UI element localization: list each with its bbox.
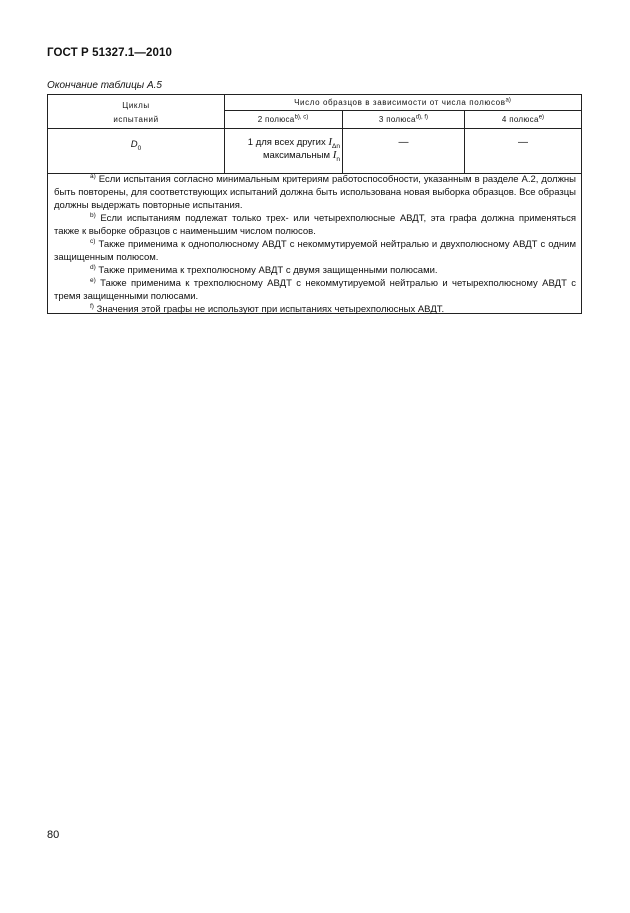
header-cycles: [48, 99, 224, 127]
header-3-poles: [343, 113, 464, 127]
footnote-ref-d-f: d), f): [415, 114, 429, 121]
footnote-mark: c): [90, 237, 96, 245]
footnote-mark: a): [90, 172, 96, 180]
header-4-poles-label: 4 полюса: [501, 115, 539, 124]
footnote-text: Также применима к однополюсному АВДТ с некоммутируемой нейтралью и двухполюсному АВДТ с одним защищенным полюсом.: [54, 239, 577, 263]
document-title: ГОСТ Р 51327.1—2010: [47, 47, 172, 59]
footnote-text: Значения этой графы не используют при испытаниях четырехполюсных АВДТ.: [96, 304, 445, 315]
cycle-d0: [48, 138, 224, 152]
value-2-poles-line2: [229, 149, 340, 162]
footnote-mark: b): [90, 211, 96, 219]
footnote: [54, 277, 576, 303]
header-2-poles: [224, 113, 342, 127]
footnote-ref-a: a): [505, 97, 511, 104]
header-sample-count-label: Число образцов в зависимости от числа полюсов: [294, 98, 506, 107]
footnote: [54, 238, 576, 264]
header-2-poles-label: 2 полюса: [257, 115, 295, 124]
header-divider: [48, 128, 581, 129]
footnote: [54, 303, 576, 316]
footnote-ref-b-c: b), c): [294, 114, 309, 121]
table-footnotes: [54, 173, 576, 316]
footnote-mark: d): [90, 263, 96, 271]
cycle-d0-letter: D: [130, 139, 138, 150]
value-2-poles: [229, 136, 340, 162]
footnote: [54, 264, 576, 277]
header-cycles-line1: Циклы: [122, 101, 150, 110]
header-4-poles: [465, 113, 581, 127]
footnote-text: Также применима к трехполюсному АВДТ с некоммутируемой нейтралью и четырехполюсному АВДТ с тремя защищенными полюсами.: [54, 278, 576, 302]
cycle-d0-subscript: 0: [137, 144, 142, 152]
footnote-text: Если испытаниям подлежат только трех- или четырехполюсные АВДТ, эта графа должна применяться также к выборке образцов с наименьшим числом полюсов.: [54, 213, 577, 237]
value-4-poles: —: [518, 137, 528, 148]
samples-table: [47, 94, 582, 314]
symbol-i-delta-n: I: [328, 136, 333, 148]
symbol-i-n: I: [332, 149, 337, 161]
header-cycles-line2: испытаний: [113, 115, 159, 124]
header-3-poles-label: 3 полюса: [378, 115, 416, 124]
header-subrow-divider: [224, 110, 581, 111]
value-2-poles-text1: 1 для всех других: [247, 137, 326, 148]
value-2-poles-text2: максимальным: [263, 150, 331, 161]
footnote: [54, 173, 576, 212]
footnote-ref-e: e): [538, 114, 545, 121]
symbol-i-delta-n-subscript: Δn: [332, 142, 340, 150]
symbol-i-n-subscript: n: [336, 155, 340, 163]
footnote-text: Если испытания согласно минимальным критериям работоспособности, указанным в разделе А.2, должны быть повторены, для соответствующих испытаний должна быть использована новая выборка образцов. Все образцы должны выдержать повторные испытания.: [54, 174, 576, 211]
value-3-poles: —: [398, 137, 409, 148]
footnote-mark: e): [90, 276, 96, 284]
footnote: [54, 212, 576, 238]
page-number: 80: [47, 829, 60, 841]
footnote-text: Также применима к трехполюсному АВДТ с двумя защищенными полюсами.: [98, 265, 438, 276]
footnote-mark: f): [90, 302, 94, 310]
table-caption: Окончание таблицы А.5: [47, 80, 162, 91]
header-sample-count: [224, 96, 581, 110]
value-2-poles-line1: [229, 136, 340, 149]
